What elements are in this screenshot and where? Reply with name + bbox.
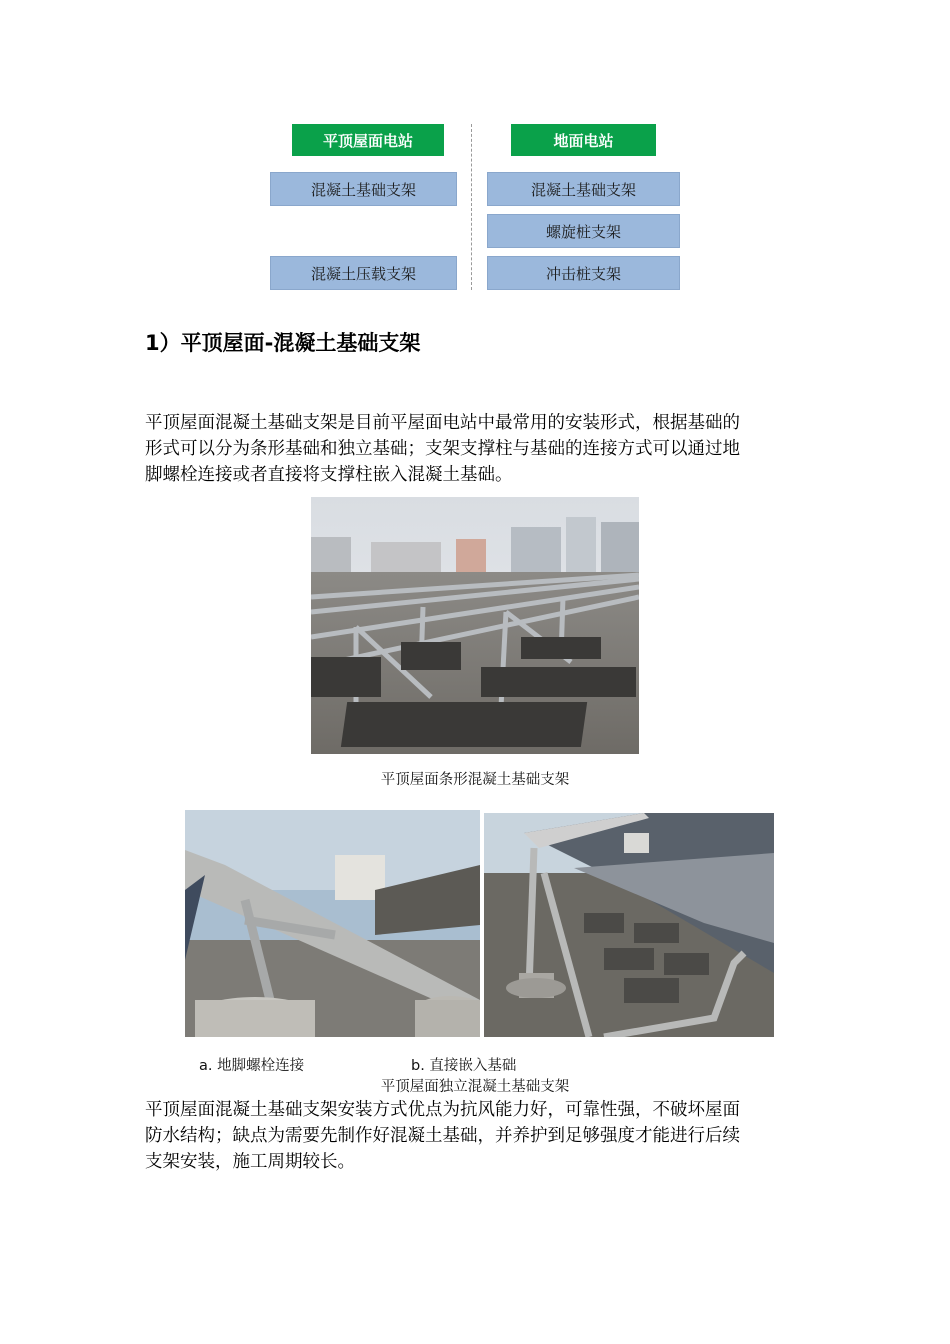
strip-foundation-photo [311,497,639,754]
figure2-caption: 平顶屋面独立混凝土基础支架 [380,1079,570,1095]
anchor-bolt-photo [185,810,480,1037]
intro-paragraph [145,410,810,488]
left-item-concrete-ballast: 混凝土压载支架 [270,256,457,290]
conclusion-paragraph [145,1097,810,1175]
flat-roof-station-header: 平顶屋面电站 [292,124,444,156]
figure1-caption: 平顶屋面条形混凝土基础支架 [380,772,570,788]
conclusion-line-3: 支架安装，施工周期较长。 [145,1152,355,1172]
intro-line-2: 形式可以分为条形基础和独立基础；支架支撑柱与基础的连接方式可以通过地 [145,439,740,459]
intro-line-1: 平顶屋面混凝土基础支架是目前平屋面电站中最常用的安装形式，根据基础的 [145,413,740,433]
conclusion-line-2: 防水结构；缺点为需要先制作好混凝土基础，并养护到足够强度才能进行后续 [145,1126,740,1146]
right-item-screw-pile: 螺旋桩支架 [487,214,680,248]
section-title: 1）平顶屋面-混凝土基础支架 [145,331,421,355]
direct-embed-photo [484,813,774,1037]
diagram-divider [471,124,472,290]
figure2-subcaption-a: a. 地脚螺栓连接 [199,1058,305,1074]
ground-station-header: 地面电站 [511,124,656,156]
figure2-subcaption-b: b. 直接嵌入基础 [411,1058,517,1074]
left-item-concrete-foundation: 混凝土基础支架 [270,172,457,206]
intro-line-3: 脚螺栓连接或者直接将支撑柱嵌入混凝土基础。 [145,465,513,485]
right-item-concrete-foundation: 混凝土基础支架 [487,172,680,206]
conclusion-line-1: 平顶屋面混凝土基础支架安装方式优点为抗风能力好，可靠性强，不破坏屋面 [145,1100,740,1120]
right-item-driven-pile: 冲击桩支架 [487,256,680,290]
